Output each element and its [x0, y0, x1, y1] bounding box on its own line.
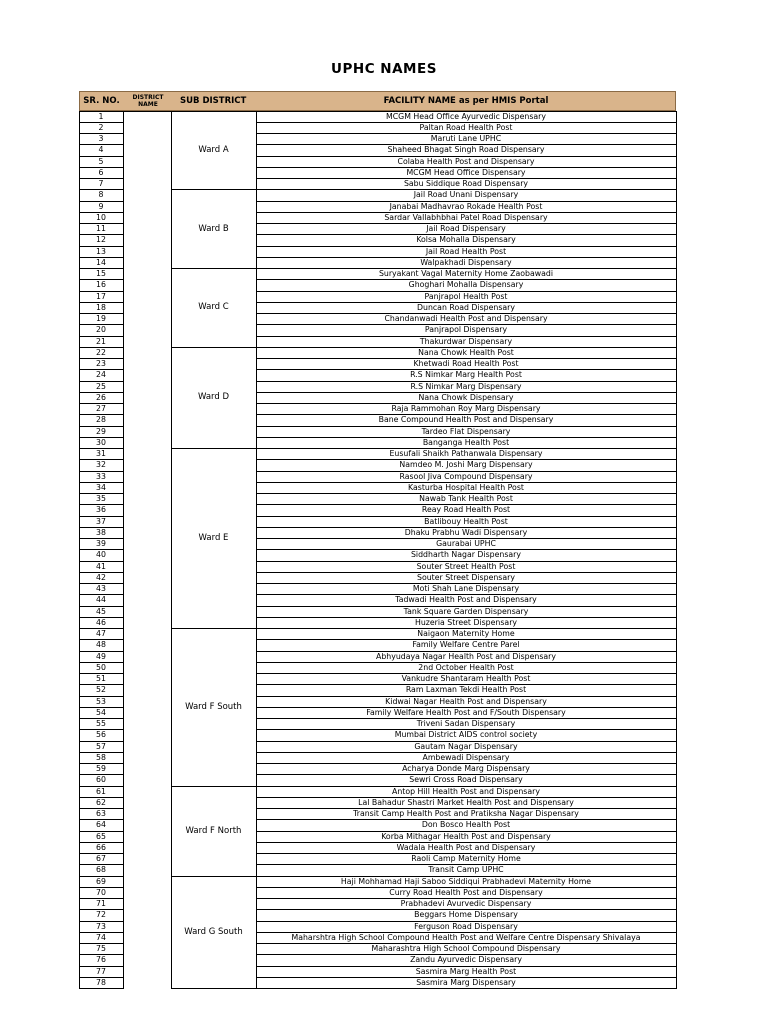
- sr-no-cell: 27: [96, 404, 106, 414]
- facility-name-cell: Rasool Jiva Compound Dispensary: [399, 471, 533, 481]
- facility-name-cell: R.S Nimkar Marg Dispensary: [410, 381, 522, 391]
- facility-name-cell: Tank Square Garden Dispensary: [403, 606, 529, 616]
- sr-no-cell: 68: [96, 865, 106, 875]
- facility-name-cell: Paltan Road Health Post: [419, 122, 513, 132]
- header-facility-name: FACILITY NAME as per HMIS Portal: [383, 96, 549, 106]
- row-divider: [79, 988, 124, 989]
- sr-no-cell: 52: [96, 685, 106, 695]
- sr-no-cell: 60: [96, 775, 106, 785]
- sr-no-cell: 50: [96, 662, 106, 672]
- facility-name-cell: Antop Hill Health Post and Dispensary: [392, 786, 540, 796]
- sr-no-cell: 49: [96, 651, 106, 661]
- sr-no-cell: 70: [96, 887, 106, 897]
- sub-district-cell: Ward F South: [185, 701, 242, 712]
- sr-no-cell: 48: [96, 640, 106, 650]
- sr-no-cell: 31: [96, 449, 106, 459]
- facility-name-cell: MCGM Head Office Ayurvedic Dispensary: [386, 111, 546, 121]
- sr-no-cell: 46: [96, 617, 106, 627]
- facility-name-cell: Don Bosco Health Post: [421, 820, 511, 830]
- sr-no-cell: 62: [96, 797, 106, 807]
- facility-name-cell: Huzeria Street Dispensary: [414, 617, 518, 627]
- facility-name-cell: Chandanwadi Health Post and Dispensary: [384, 314, 548, 324]
- sr-no-cell: 56: [96, 730, 106, 740]
- column-divider: [256, 111, 257, 990]
- facility-name-cell: Acharya Donde Marg Dispensary: [402, 764, 530, 774]
- sr-no-cell: 37: [96, 516, 106, 526]
- sr-no-cell: 69: [96, 876, 106, 886]
- sr-no-cell: 42: [96, 572, 106, 582]
- facility-name-cell: Khetwadi Road Health Post: [413, 359, 519, 369]
- sr-no-cell: 15: [96, 269, 106, 279]
- sr-no-cell: 13: [96, 246, 106, 256]
- sr-no-cell: 51: [96, 674, 106, 684]
- facility-name-cell: Korba Mithagar Health Post and Dispensary: [381, 831, 551, 841]
- facility-name-cell: Colaba Health Post and Dispensary: [397, 156, 535, 166]
- facility-name-cell: Nana Chowk Health Post: [418, 347, 514, 357]
- sr-no-cell: 14: [96, 257, 106, 267]
- group-divider: [171, 988, 257, 989]
- facility-name-cell: Family Welfare Health Post and F/South Dispensary: [366, 707, 566, 717]
- facility-name-cell: Ram Laxman Tekdi Health Post: [405, 685, 527, 695]
- facility-name-cell: Transit Camp UPHC: [428, 865, 504, 875]
- sr-no-cell: 44: [96, 595, 106, 605]
- facility-name-cell: Kolsa Mohalla Dispensary: [416, 235, 516, 245]
- facility-name-cell: Ghoghari Mohalla Dispensary: [408, 280, 524, 290]
- facility-name-cell: Zandu Ayurvedic Dispensary: [410, 955, 522, 965]
- sr-no-cell: 28: [96, 415, 106, 425]
- facility-name-cell: R.S Nimkar Marg Health Post: [410, 370, 522, 380]
- sr-no-cell: 22: [96, 347, 106, 357]
- facility-name-cell: Prabhadevi Avurvedic Dispensary: [400, 899, 532, 909]
- facility-name-cell: Maharashtra High School Compound Dispensary: [371, 944, 561, 954]
- sr-no-cell: 58: [96, 752, 106, 762]
- sr-no-cell: 78: [96, 977, 106, 987]
- facility-name-cell: Duncan Road Dispensary: [417, 302, 515, 312]
- facility-name-cell: Raja Rammohan Roy Marg Dispensary: [391, 404, 541, 414]
- sr-no-cell: 54: [96, 707, 106, 717]
- facility-name-cell: Moti Shah Lane Dispensary: [412, 584, 520, 594]
- sr-no-cell: 34: [96, 482, 106, 492]
- facility-name-cell: Naigaon Maternity Home: [417, 629, 515, 639]
- sr-no-cell: 39: [96, 539, 106, 549]
- sr-no-cell: 8: [98, 190, 104, 200]
- facility-name-cell: Siddharth Nagar Dispensary: [410, 550, 522, 560]
- facility-name-cell: Maharshtra High School Compound Health Post and Welfare Centre Dispensary Shivalaya: [291, 932, 641, 942]
- sr-no-cell: 5: [98, 156, 104, 166]
- facility-name-cell: Ambewadi Dispensary: [422, 752, 510, 762]
- sr-no-cell: 45: [96, 606, 106, 616]
- facility-name-cell: Raoli Camp Maternity Home: [411, 854, 521, 864]
- facility-name-cell: Namdeo M. Joshi Marg Dispensary: [399, 460, 533, 470]
- facility-name-cell: Suryakant Vagal Maternity Home Zaobawadi: [378, 269, 554, 279]
- sub-district-cell: Ward D: [197, 392, 230, 403]
- sr-no-cell: 29: [96, 426, 106, 436]
- facility-name-cell: Abhyudaya Nagar Health Post and Dispensary: [376, 651, 556, 661]
- sr-no-cell: 19: [96, 314, 106, 324]
- facility-name-cell: Tadwadi Health Post and Dispensary: [395, 595, 537, 605]
- facility-name-cell: Curry Road Health Post and Dispensary: [389, 887, 543, 897]
- sr-no-cell: 43: [96, 584, 106, 594]
- sr-no-cell: 20: [96, 325, 106, 335]
- sr-no-cell: 36: [96, 505, 106, 515]
- facility-name-cell: Nana Chowk Dispensary: [418, 392, 514, 402]
- column-divider: [171, 111, 172, 990]
- facility-name-cell: Sasmira Marg Dispensary: [416, 977, 516, 987]
- sr-no-cell: 2: [98, 122, 104, 132]
- column-divider: [79, 111, 80, 990]
- sr-no-cell: 21: [96, 336, 106, 346]
- facility-name-cell: Banganga Health Post: [422, 437, 510, 447]
- sr-no-cell: 25: [96, 381, 106, 391]
- facility-name-cell: Tardeo Flat Dispensary: [421, 426, 511, 436]
- facility-name-cell: Reay Road Health Post: [421, 505, 511, 515]
- facility-name-cell: Kidwai Nagar Health Post and Dispensary: [385, 696, 547, 706]
- sr-no-cell: 26: [96, 392, 106, 402]
- sr-no-cell: 33: [96, 471, 106, 481]
- sr-no-cell: 38: [96, 527, 106, 537]
- sr-no-cell: 41: [96, 561, 106, 571]
- facility-name-cell: Triveni Sadan Dispensary: [416, 719, 516, 729]
- facility-name-cell: Panjrapol Health Post: [424, 291, 508, 301]
- sr-no-cell: 6: [98, 167, 104, 177]
- facility-name-cell: Walpakhadi Dispensary: [420, 257, 512, 267]
- facility-name-cell: Maruti Lane UPHC: [430, 134, 502, 144]
- sr-no-cell: 59: [96, 764, 106, 774]
- sr-no-cell: 55: [96, 719, 106, 729]
- sr-no-cell: 65: [96, 831, 106, 841]
- sr-no-cell: 7: [98, 179, 104, 189]
- facility-name-cell: Souter Street Dispensary: [417, 572, 515, 582]
- table-top-border: [79, 111, 677, 112]
- facility-name-cell: Panjrapol Dispensary: [424, 325, 508, 335]
- facility-name-cell: Family Welfare Centre Parel: [412, 640, 520, 650]
- facility-name-cell: Vankudre Shantaram Health Post: [401, 674, 531, 684]
- sr-no-cell: 75: [96, 944, 106, 954]
- sr-no-cell: 47: [96, 629, 106, 639]
- sr-no-cell: 35: [96, 494, 106, 504]
- sr-no-cell: 66: [96, 842, 106, 852]
- sr-no-cell: 40: [96, 550, 106, 560]
- header-sub-district: SUB DISTRICT: [180, 96, 247, 106]
- sr-no-cell: 77: [96, 966, 106, 976]
- facility-name-cell: Jail Road Unani Dispensary: [413, 190, 519, 200]
- facility-name-cell: Dhaku Prabhu Wadi Dispensary: [404, 527, 528, 537]
- sr-no-cell: 3: [98, 134, 104, 144]
- facility-name-cell: 2nd October Health Post: [418, 662, 514, 672]
- sr-no-cell: 24: [96, 370, 106, 380]
- facility-name-cell: Sasmira Marg Health Post: [415, 966, 517, 976]
- header-district-name: DISTRICT NAME: [132, 94, 164, 108]
- facility-name-cell: Wadala Health Post and Dispensary: [396, 842, 536, 852]
- sr-no-cell: 76: [96, 955, 106, 965]
- facility-name-cell: Gaurabai UPHC: [436, 539, 496, 549]
- sr-no-cell: 63: [96, 809, 106, 819]
- sr-no-cell: 11: [96, 224, 106, 234]
- sr-no-cell: 67: [96, 854, 106, 864]
- row-divider: [256, 988, 677, 989]
- table-header: [79, 91, 676, 111]
- header-sr-no: SR. NO.: [83, 96, 120, 106]
- sub-district-cell: Ward B: [198, 223, 229, 234]
- sr-no-cell: 9: [98, 201, 104, 211]
- facility-name-cell: Haji Mohhamad Haji Saboo Siddiqui Prabhadevi Maternity Home: [340, 876, 592, 886]
- facility-name-cell: Jail Road Dispensary: [426, 224, 506, 234]
- sr-no-cell: 17: [96, 291, 106, 301]
- sub-district-cell: Ward F North: [185, 825, 242, 836]
- facility-name-cell: Mumbai District AIDS control society: [394, 730, 538, 740]
- column-divider: [676, 111, 677, 990]
- facility-name-cell: Thakurdwar Dispensary: [419, 336, 513, 346]
- sr-no-cell: 12: [96, 235, 106, 245]
- page-title: UPHC NAMES: [331, 61, 437, 77]
- facility-name-cell: Ferguson Road Dispensary: [414, 921, 518, 931]
- facility-name-cell: Kasturba Hospital Health Post: [408, 482, 524, 492]
- facility-name-cell: Sewri Cross Road Dispensary: [409, 775, 523, 785]
- sr-no-cell: 74: [96, 932, 106, 942]
- facility-name-cell: Janabai Madhavrao Rokade Health Post: [389, 201, 543, 211]
- sr-no-cell: 10: [96, 212, 106, 222]
- facility-name-cell: Sardar Vallabhbhai Patel Road Dispensary: [384, 212, 548, 222]
- facility-name-cell: Shaheed Bhagat Singh Road Dispensary: [387, 145, 545, 155]
- sub-district-cell: Ward A: [198, 144, 229, 155]
- facility-name-cell: Eusufali Shaikh Pathanwala Dispensary: [389, 449, 543, 459]
- sr-no-cell: 61: [96, 786, 106, 796]
- sr-no-cell: 57: [96, 741, 106, 751]
- sr-no-cell: 32: [96, 460, 106, 470]
- sr-no-cell: 72: [96, 910, 106, 920]
- sr-no-cell: 73: [96, 921, 106, 931]
- facility-name-cell: Sabu Siddique Road Dispensary: [403, 179, 529, 189]
- facility-name-cell: Bane Compound Health Post and Dispensary: [378, 415, 554, 425]
- sr-no-cell: 1: [98, 111, 104, 121]
- sub-district-cell: Ward C: [198, 302, 229, 313]
- sub-district-cell: Ward E: [198, 533, 229, 543]
- sr-no-cell: 16: [96, 280, 106, 290]
- facility-name-cell: Souter Street Health Post: [416, 561, 516, 571]
- sr-no-cell: 18: [96, 302, 106, 312]
- sr-no-cell: 4: [98, 145, 104, 155]
- sr-no-cell: 71: [96, 899, 106, 909]
- facility-name-cell: Nawab Tank Health Post: [419, 494, 513, 504]
- facility-name-cell: Transit Camp Health Post and Pratiksha Nagar Dispensary: [353, 809, 579, 819]
- facility-name-cell: Jail Road Health Post: [425, 246, 507, 256]
- sub-district-cell: Ward G South: [184, 926, 243, 937]
- facility-name-cell: Beggars Home Dispensary: [414, 910, 518, 920]
- sr-no-cell: 53: [96, 696, 106, 706]
- sr-no-cell: 23: [96, 359, 106, 369]
- sr-no-cell: 30: [96, 437, 106, 447]
- facility-name-cell: MCGM Head Office Dispensary: [406, 167, 526, 177]
- facility-name-cell: Gautam Nagar Dispensary: [414, 741, 518, 751]
- facility-name-cell: Batlibouy Health Post: [424, 516, 508, 526]
- facility-name-cell: Lal Bahadur Shastri Market Health Post and Dispensary: [358, 797, 574, 807]
- column-divider: [123, 111, 124, 990]
- sr-no-cell: 64: [96, 820, 106, 830]
